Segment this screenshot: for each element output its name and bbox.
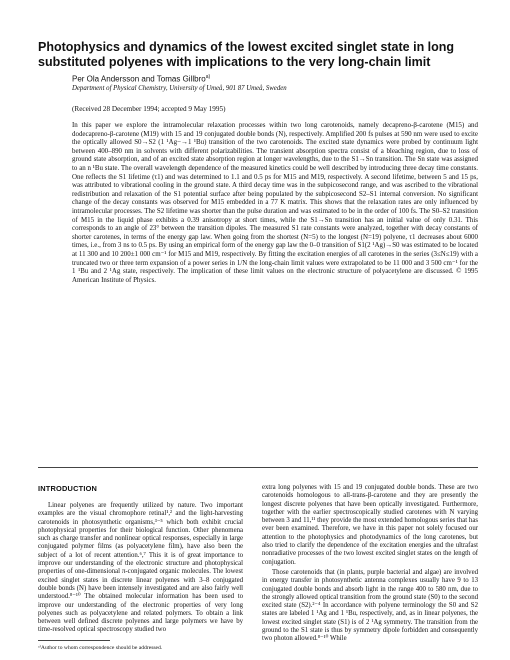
right-column	[262, 484, 478, 654]
author-footnote-mark: a)	[205, 74, 211, 80]
footnote: ᵃ⁾Author to whom correspondence should be addressed.	[38, 645, 163, 651]
footnote-rule	[38, 640, 110, 641]
intro-paragraph-1-cont: extra long polyenes with 15 and 19 conjugated double bonds. These are two carotenoids homologous to all-trans-β-carotene and they are presently the longest discrete polyenes that have been optically investigated. Furthermore, together with the earlier spectroscopically studied carotenes with N varying between 3 and 11,¹¹ they provide the most extended homologous series that has ever been examined. Therefore, we have in this paper not solely focused our attention to the photophysics and photodynamics of the long carotenes, but also tried to clarify the dependence of the excitation energies and the ultrafast nonradiative processes of the two lowest excited singlet states on the length of conjugation.	[262, 484, 478, 566]
introduction-heading: INTRODUCTION	[38, 484, 98, 493]
intro-paragraph-1: Linear polyenes are frequently utilized by nature. Two important examples are the visual chromophore retinal¹,² and the light-harvesting carotenoids in photosynthetic organisms,³⁻⁵ which both exhibit crucial photophysical properties for their biological function. Other phenomena such as charge transfer and nonlinear optical responses, especially in large conjugated polymer films (as polyacetylene film), have also been the subject of a lot of recent attention.⁶,⁷ This it is of great importance to improve our understanding of the electronic structure and photophysical properties of one-dimensional π-conjugated organic molecules. The lowest excited singlet states in discrete linear polyenes with 3–8 conjugated double bonds (N) have been intensely investigated and are also fairly well understood.⁸⁻¹⁰ The obtained molecular information has been used to improve our understanding of the electronic properties of very long polyenes such as polyacetylene and related polymers. To obtain a link between well defined discrete polyenes and large polymers we have by time-resolved optical spectroscopy studied two	[38, 502, 243, 634]
received-dates: (Received 28 December 1994; accepted 9 May 1995)	[72, 105, 226, 113]
affiliation: Department of Physical Chemistry, University of Umeå, 901 87 Umeå, Sweden	[72, 85, 287, 92]
paper-title: Photophysics and dynamics of the lowest excited singlet state in long substituted polyenes with implications to the very long-chain limit	[38, 40, 455, 69]
author-names: Per Ola Andersson and Tomas Gillbro	[72, 74, 206, 84]
section-divider	[38, 467, 478, 468]
author-list	[72, 74, 210, 84]
intro-paragraph-2: Those carotenoids that (in plants, purple bacterial and algae) are involved in energy transfer in photosynthetic antenna complexes usually have 9 to 13 conjugated double bonds and absorb light in the range 400 to 580 nm, due to the strongly allowed optical transition from the ground state (S0) to the second excited state (S2).²⁻⁴ In accordance with polyene terminology the S0 and S2 states are labeled 1 ¹Ag and 1 ¹Bu, respectively, and, as in linear polyenes, the lowest excited singlet state (S1) is of 2 ¹Ag symmetry. The transition from the ground to the S1 state is thus by symmetry dipole forbidden and consequently two photon allowed.⁸⁻¹⁰ While	[262, 568, 478, 643]
abstract: In this paper we explore the intramolecular relaxation processes within two long carotenoids, namely decapreno-β-carotene (M15) and dodecapreno-β-carotene (M19) with 15 and 19 conjugated double bonds (N), respectively. Amplified 200 fs pulses at 590 nm were used to excite the optically allowed S0→S2 (1 ¹Ag−→1 ¹Bu) transition of the two carotenoids. The excited state dynamics were probed by continuum light between 400–890 nm in solvents with different polarizabilities. The transient absorption spectra consist of a bleaching region, due to loss of ground state absorption, and of an excited state absorption region at longer wavelengths, due to the S1→Sn transition. The Sn state was assigned to an n ¹Bu state. The overall wavelength dependence of the measured kinetics could be well described by introducing three decay time constants. One reflects the S1 lifetime (τ1) and was determined to 1.1 and 0.5 ps for M15 and M19, respectively. A second lifetime, between 5 and 15 ps, was attributed to vibrational cooling in the ground state. A third decay time was in the subpicosecond range, and was ascribed to the vibrational redistribution and relaxation of the S1 potential surface after being populated by the subpicosecond S2–S1 internal conversion. No significant change of the decay constants was observed for M15 embedded in a 77 K matrix. This shows that the relaxation rates are only influenced by intramolecular processes. The S2 lifetime was shorter than the pulse duration and was estimated to be in the order of 100 fs. The S0–S2 transition of M15 in the liquid phase exhibits a 0.39 anisotropy at short times, while the S1→Sn transition has an initial value of only 0.31. This corresponds to an angle of 23° between the transition dipoles. The measured S1 rate constants were analyzed, together with decay constants of shorter carotenes, in terms of the energy gap law. When going from the shortest (N=5) to the longest (N=19) polyene, τ1 decreases about 6000 times, i.e., from 3 ns to 0.5 ps. By using an empirical form of the energy gap law the 0–0 transition of S1(2 ¹Ag)→S0 was estimated to be located at 11 300 and 10 200±1 000 cm⁻¹ for M15 and M19, respectively. By fitting the excitation energies of all carotenes in the series (3≤N≤19) with a truncated two or three term expansion of a power series in 1/N the long-chain limit values were extrapolated to be 11 000 and 3 500 cm⁻¹ for the 1 ¹Bu and 2 ¹Ag state, respectively. The implication of these limit values on the electronic structure of polyacetylene are discussed. © 1995 American Institute of Physics.	[72, 121, 478, 284]
left-column	[38, 484, 243, 634]
